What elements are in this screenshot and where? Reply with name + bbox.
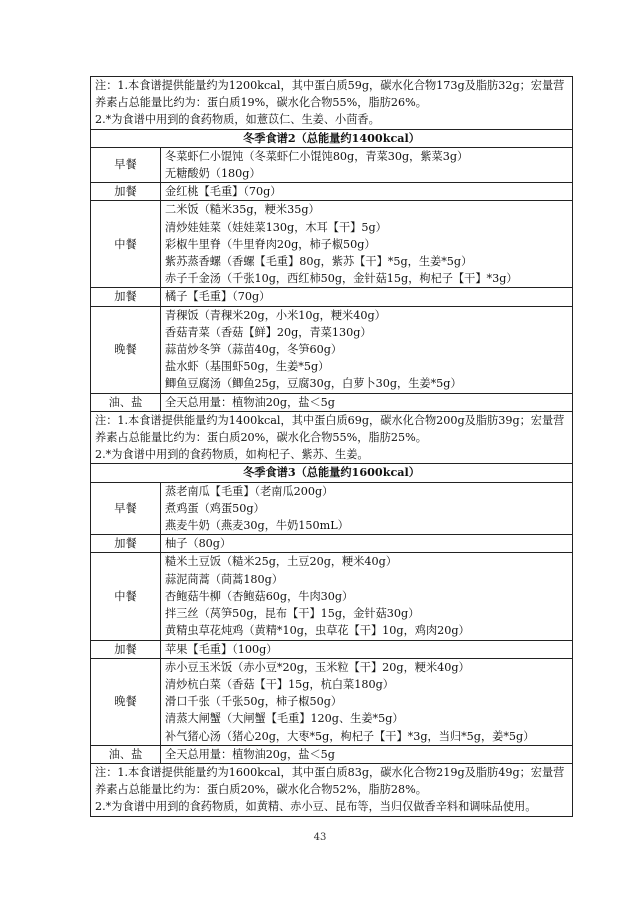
dish: 赤小豆玉米饭（赤小豆*20g，玉米粒【干】20g，粳米40g） — [165, 660, 470, 674]
recipe1-notes — [91, 77, 573, 130]
dish: 补气猪心汤（猪心20g，大枣*5g，枸杞子【干】*3g，当归*5g，姜*5g） — [165, 729, 535, 743]
meal-label-snack: 加餐 — [91, 288, 161, 306]
oil-salt-total: 全天总用量：植物油20g，盐＜5g — [161, 745, 573, 763]
oil-salt-total: 全天总用量：植物油20g，盐＜5g — [161, 393, 573, 411]
dish: 二米饭（糙米35g，粳米35g） — [165, 203, 320, 217]
meal-label-lunch: 中餐 — [91, 553, 161, 640]
dish: 鲫鱼豆腐汤（鲫鱼25g，豆腐30g，白萝卜30g，生姜*5g） — [165, 377, 462, 391]
recipe2-snack1-row — [91, 183, 573, 201]
meal-label-dinner: 晚餐 — [91, 658, 161, 745]
recipe3-oil-salt-row — [91, 745, 573, 763]
note-energy: 注：1.本食谱提供能量约为1400kcal，其中蛋白质69g，碳水化合物200g及脂肪39g；宏量营养素占总能量比约为：蛋白质20%，碳水化合物55%，脂肪25%。 — [95, 413, 565, 445]
meal-label-snack: 加餐 — [91, 535, 161, 553]
lunch-dishes — [161, 553, 573, 640]
recipe2-oil-salt-row — [91, 393, 573, 411]
recipe3-breakfast-row — [91, 482, 573, 535]
dish: 香菇青菜（香菇【鲜】20g，青菜130g） — [165, 325, 372, 339]
winter-recipe-table — [90, 76, 573, 817]
dish: 滑口千张（千张50g，柿子椒50g） — [165, 695, 343, 709]
snack-dish: 柚子（80g） — [161, 535, 573, 553]
note-energy: 注：1.本食谱提供能量约为1600kcal，其中蛋白质83g，碳水化合物219g及脂肪49g；宏量营养素占总能量比约为：蛋白质20%，碳水化合物52%，脂肪28%。 — [95, 765, 565, 797]
recipe2-dinner-row — [91, 306, 573, 393]
dish: 糙米土豆饭（糙米25g，土豆20g，粳米40g） — [165, 555, 398, 569]
note-energy: 注：1.本食谱提供能量约为1200kcal，其中蛋白质59g，碳水化合物173g及脂肪32g；宏量营养素占总能量比约为：蛋白质19%，碳水化合物55%，脂肪26%。 — [95, 79, 565, 110]
dish: 赤子千金汤（千张10g，西红柿50g，金针菇15g，枸杞子【干】*3g） — [165, 272, 518, 286]
dinner-dishes — [161, 306, 573, 393]
lunch-dishes — [161, 201, 573, 288]
meal-label-oil-salt: 油、盐 — [91, 393, 161, 411]
recipe3-snack1-row — [91, 535, 573, 553]
meal-label-breakfast: 早餐 — [91, 147, 161, 182]
dinner-dishes — [161, 658, 573, 745]
meal-label-oil-salt: 油、盐 — [91, 745, 161, 763]
snack-dish: 橘子【毛重】（70g） — [161, 288, 573, 306]
meal-label-lunch: 中餐 — [91, 201, 161, 288]
dish: 无糖酸奶（180g） — [165, 167, 261, 181]
dish: 黄精虫草花炖鸡（黄精*10g，虫草花【干】10g，鸡肉20g） — [165, 624, 470, 638]
recipe3-notes — [91, 763, 573, 816]
dish: 蒜苗炒冬笋（蒜苗40g，冬笋60g） — [165, 343, 343, 357]
dish: 清炒娃娃菜（娃娃菜130g，木耳【干】5g） — [165, 220, 387, 234]
meal-label-breakfast: 早餐 — [91, 482, 161, 535]
breakfast-dishes — [161, 147, 573, 182]
note-ingredients: 2.*为食谱中用到的食药物质，如枸杞子、紫苏、生姜。 — [95, 448, 369, 462]
meal-label-snack: 加餐 — [91, 640, 161, 658]
dish: 蒸老南瓜【毛重】（老南瓜200g） — [165, 484, 334, 498]
recipe2-notes-row — [91, 411, 573, 464]
dish: 清炒杭白菜（香菇【干】15g，杭白菜180g） — [165, 677, 394, 691]
dish: 冬菜虾仁小馄饨（冬菜虾仁小馄饨80g，青菜30g，紫菜3g） — [165, 149, 469, 163]
recipe3-title-row — [91, 464, 573, 482]
recipe3-notes-row — [91, 763, 573, 816]
page-number: 43 — [313, 832, 327, 843]
breakfast-dishes — [161, 482, 573, 535]
recipe3-snack2-row — [91, 640, 573, 658]
recipe3-dinner-row — [91, 658, 573, 745]
recipe3-lunch-row — [91, 553, 573, 640]
dish: 蒜泥茼蒿（茼蒿180g） — [165, 572, 284, 586]
dish: 盐水虾（基围虾50g，生姜*5g） — [165, 360, 330, 374]
dish: 杏鲍菇牛柳（杏鲍菇60g，牛肉30g） — [165, 589, 354, 603]
dish: 紫苏蒸香螺（香螺【毛重】80g，紫苏【干】*5g，生姜*5g） — [165, 255, 473, 269]
dish: 煮鸡蛋（鸡蛋50g） — [165, 501, 265, 515]
dish: 清蒸大闸蟹（大闸蟹【毛重】120g、生姜*5g） — [165, 712, 404, 726]
recipe2-lunch-row — [91, 201, 573, 288]
snack-dish: 金红桃【毛重】（70g） — [161, 183, 573, 201]
recipe2-title: 冬季食谱2（总能量约1400kcal） — [91, 129, 573, 147]
dish: 拌三丝（莴笋50g，昆布【干】15g，金针菇30g） — [165, 607, 420, 621]
recipe2-title-row — [91, 129, 573, 147]
recipe1-notes-row — [91, 77, 573, 130]
dish: 燕麦牛奶（燕麦30g，牛奶150mL） — [165, 519, 349, 533]
note-ingredients: 2.*为食谱中用到的食药物质，如薏苡仁、生姜、小茴香。 — [95, 113, 380, 127]
note-ingredients: 2.*为食谱中用到的食药物质，如黄精、赤小豆、昆布等，当归仅做香辛料和调味品使用。 — [95, 800, 537, 814]
dish: 彩椒牛里脊（牛里脊肉20g，柿子椒50g） — [165, 237, 376, 251]
recipe2-snack2-row — [91, 288, 573, 306]
recipe3-title: 冬季食谱3（总能量约1600kcal） — [91, 464, 573, 482]
recipe2-notes — [91, 411, 573, 464]
recipe2-breakfast-row — [91, 147, 573, 182]
meal-label-dinner: 晚餐 — [91, 306, 161, 393]
document-page — [90, 76, 572, 817]
snack-dish: 苹果【毛重】（100g） — [161, 640, 573, 658]
dish: 青稞饭（青稞米20g，小米10g，粳米40g） — [165, 308, 386, 322]
meal-label-snack: 加餐 — [91, 183, 161, 201]
